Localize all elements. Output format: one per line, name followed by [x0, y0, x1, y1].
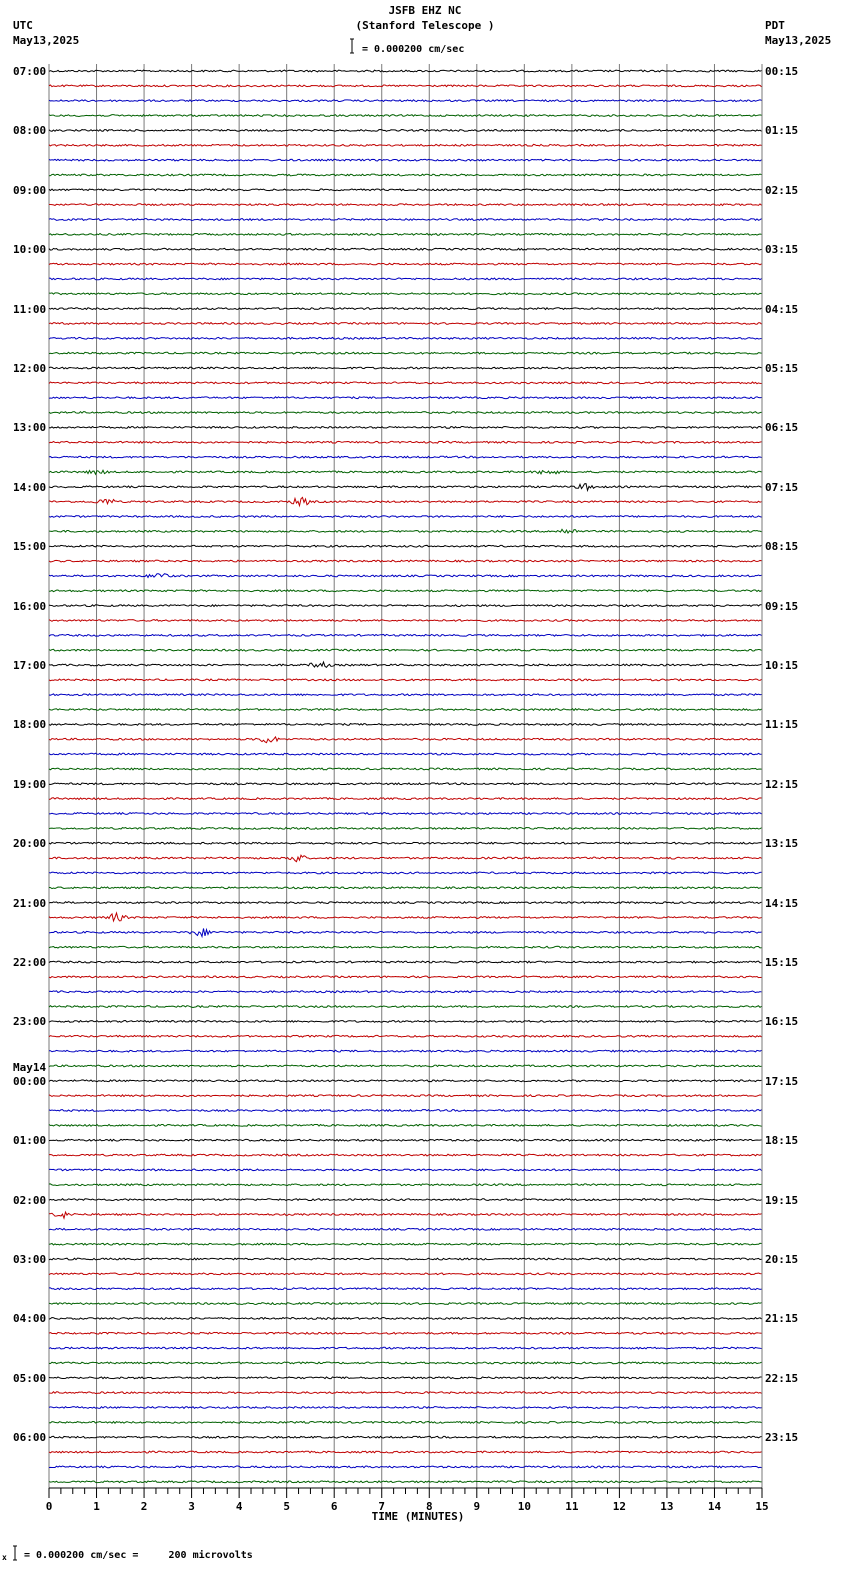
seismic-trace — [49, 679, 762, 681]
utc-hour-label: 06:00 — [13, 1431, 47, 1445]
seismic-trace — [49, 1065, 762, 1067]
seismic-trace — [49, 605, 762, 607]
seismic-trace — [49, 590, 762, 592]
station-title: JSFB EHZ NC — [388, 4, 462, 17]
x-tick-label: 14 — [707, 1500, 722, 1513]
seismic-trace — [49, 1095, 762, 1097]
utc-hour-label: 14:00 — [13, 480, 47, 494]
seismic-trace — [49, 1392, 762, 1394]
seismic-trace — [49, 1021, 762, 1023]
x-tick-label: 7 — [378, 1500, 386, 1513]
seismic-trace — [49, 1199, 762, 1201]
seismic-trace — [49, 961, 762, 963]
seismic-trace — [49, 144, 762, 146]
seismic-trace — [49, 827, 762, 829]
seismic-trace — [49, 427, 762, 429]
utc-hour-label: 05:00 — [13, 1371, 47, 1385]
seismic-trace — [49, 1110, 762, 1112]
utc-hour-label: 09:00 — [13, 183, 47, 197]
x-tick-label: 2 — [140, 1500, 148, 1513]
seismic-trace — [49, 620, 762, 622]
utc-hour-label: 20:00 — [13, 837, 47, 851]
seismic-trace — [49, 783, 762, 785]
seismic-trace — [49, 174, 762, 176]
seismic-trace — [49, 1318, 762, 1320]
seismic-traces — [49, 70, 762, 1483]
utc-hour-label: 00:00 — [13, 1074, 47, 1088]
seismic-trace — [49, 323, 762, 325]
seismic-trace — [49, 412, 762, 414]
seismic-trace — [49, 397, 762, 399]
seismic-trace — [49, 1451, 762, 1453]
utc-hour-label: 03:00 — [13, 1253, 47, 1266]
seismic-trace — [49, 1006, 762, 1008]
seismic-trace — [49, 1273, 762, 1275]
pdt-hour-label: 20:15 — [765, 1253, 799, 1266]
utc-hour-label: 02:00 — [13, 1193, 47, 1207]
seismic-trace — [49, 1080, 762, 1082]
seismic-trace — [49, 1212, 762, 1218]
pdt-hour-label: 08:15 — [765, 540, 799, 554]
utc-hour-label: 15:00 — [13, 540, 47, 554]
seismic-trace — [49, 946, 762, 948]
seismic-trace — [49, 976, 762, 978]
seismic-trace — [49, 1169, 762, 1171]
seismic-trace — [49, 352, 762, 354]
utc-hour-label: 08:00 — [13, 124, 47, 138]
seismic-trace — [49, 367, 762, 369]
seismic-trace — [49, 189, 762, 191]
seismic-trace — [49, 484, 762, 491]
x-tick-label: 12 — [612, 1500, 627, 1513]
left-timezone: UTC — [13, 19, 33, 32]
seismic-trace — [49, 842, 762, 844]
utc-hour-label: 10:00 — [13, 243, 47, 257]
seismic-trace — [49, 872, 762, 874]
seismic-trace — [49, 1436, 762, 1438]
x-tick-label: 11 — [565, 1500, 579, 1513]
seismic-trace — [49, 649, 762, 651]
seismic-trace — [49, 1035, 762, 1037]
pdt-hour-label: 05:15 — [765, 362, 799, 375]
seismic-trace — [49, 233, 762, 235]
pdt-hour-label: 15:15 — [765, 956, 799, 969]
pdt-hour-label: 11:15 — [765, 718, 799, 732]
x-tick-label: 5 — [283, 1500, 290, 1513]
seismic-trace — [49, 694, 762, 696]
pdt-hour-label: 02:15 — [765, 183, 799, 197]
seismic-trace — [49, 798, 762, 800]
seismic-trace — [49, 768, 762, 770]
x-tick-label: 15 — [755, 1500, 769, 1513]
site-subtitle: (Stanford Telescope ) — [355, 19, 495, 32]
seismic-trace — [49, 85, 762, 87]
utc-hour-label: 17:00 — [13, 659, 47, 672]
seismic-trace — [49, 1481, 762, 1483]
x-tick-label: 0 — [45, 1500, 53, 1513]
seismic-trace — [49, 1050, 762, 1052]
seismic-trace — [49, 662, 762, 667]
footer-corner-mark: x — [2, 1553, 7, 1562]
seismic-trace — [49, 709, 762, 711]
x-tick-label: 3 — [188, 1500, 195, 1513]
seismic-trace — [49, 855, 762, 861]
left-date: May13,2025 — [13, 34, 80, 47]
x-tick-label: 10 — [517, 1500, 531, 1513]
pdt-hour-label: 16:15 — [765, 1015, 799, 1029]
pdt-hour-label: 22:15 — [765, 1371, 799, 1385]
seismic-trace — [49, 308, 762, 310]
seismic-trace — [49, 1407, 762, 1409]
seismic-trace — [49, 1421, 762, 1423]
seismic-trace — [49, 1377, 762, 1379]
footer-scale-label: = 0.000200 cm/sec = 200 microvolts — [24, 1550, 253, 1561]
seismic-trace — [49, 516, 762, 518]
seismic-trace — [49, 1303, 762, 1305]
pdt-hour-label: 06:15 — [765, 421, 799, 435]
seismic-trace — [49, 248, 762, 250]
utc-hour-label: 07:00 — [13, 65, 47, 78]
seismic-trace — [49, 753, 762, 755]
utc-hour-label: 18:00 — [13, 718, 47, 732]
pdt-hour-label: 09:15 — [765, 599, 799, 613]
seismic-trace — [49, 560, 762, 562]
seismic-trace — [49, 130, 762, 132]
seismic-trace — [49, 1228, 762, 1230]
seismic-trace — [49, 1258, 762, 1260]
pdt-hour-label: 04:15 — [765, 302, 799, 316]
seismic-trace — [49, 497, 762, 505]
x-tick-label: 4 — [235, 1500, 243, 1513]
seismic-trace — [49, 337, 762, 339]
utc-hour-label: 13:00 — [13, 421, 47, 435]
utc-hour-label: 19:00 — [13, 777, 47, 791]
x-tick-label: 9 — [473, 1500, 481, 1513]
x-tick-label: 6 — [330, 1500, 338, 1513]
seismic-trace — [49, 263, 762, 265]
seismic-trace — [49, 100, 762, 102]
pdt-hour-label: 00:15 — [765, 65, 799, 78]
seismic-trace — [49, 1466, 762, 1468]
pdt-hour-label: 14:15 — [765, 896, 799, 910]
seismic-trace — [49, 219, 762, 221]
seismic-trace — [49, 1139, 762, 1141]
pdt-hour-label: 10:15 — [765, 659, 799, 672]
utc-hour-label: 04:00 — [13, 1312, 47, 1326]
date-change-label: May14 — [13, 1060, 47, 1074]
seismic-trace — [49, 1347, 762, 1349]
seismic-trace — [49, 159, 762, 161]
seismic-trace — [49, 887, 762, 889]
utc-hour-label: 22:00 — [13, 956, 47, 969]
seismic-trace — [49, 1332, 762, 1334]
seismic-trace — [49, 913, 762, 921]
pdt-hour-label: 12:15 — [765, 777, 799, 791]
pdt-hour-label: 01:15 — [765, 124, 799, 138]
pdt-hour-label: 18:15 — [765, 1134, 799, 1148]
right-date: May13,2025 — [765, 34, 832, 47]
seismic-trace — [49, 115, 762, 117]
utc-hour-label: 16:00 — [13, 599, 47, 613]
pdt-hour-label: 17:15 — [765, 1074, 799, 1088]
x-tick-label: 13 — [660, 1500, 674, 1513]
pdt-hour-label: 07:15 — [765, 480, 799, 494]
pdt-hour-label: 21:15 — [765, 1312, 799, 1326]
seismic-trace — [49, 928, 762, 936]
seismic-trace — [49, 456, 762, 458]
seismic-trace — [49, 1124, 762, 1126]
scale-label: = 0.000200 cm/sec — [362, 44, 465, 55]
x-tick-label: 1 — [93, 1500, 100, 1513]
seismic-trace — [49, 737, 762, 743]
seismic-trace — [49, 1288, 762, 1290]
utc-hour-label: 12:00 — [13, 362, 47, 375]
right-timezone: PDT — [765, 19, 785, 32]
seismic-trace — [49, 1362, 762, 1364]
seismic-trace — [49, 1154, 762, 1156]
seismic-trace — [49, 634, 762, 636]
seismic-trace — [49, 813, 762, 815]
seismic-trace — [49, 574, 762, 578]
utc-hour-label: 11:00 — [13, 302, 47, 316]
seismic-trace — [49, 545, 762, 547]
utc-hour-label: 21:00 — [13, 896, 47, 910]
seismic-trace — [49, 382, 762, 384]
seismic-trace — [49, 724, 762, 726]
seismic-trace — [49, 293, 762, 295]
x-axis-label: TIME (MINUTES) — [371, 1510, 465, 1523]
pdt-hour-label: 03:15 — [765, 243, 799, 257]
x-tick-label: 8 — [425, 1500, 433, 1513]
utc-hour-label: 23:00 — [13, 1015, 47, 1029]
seismic-trace — [49, 1184, 762, 1186]
seismic-trace — [49, 902, 762, 904]
seismic-trace — [49, 991, 762, 993]
seismic-trace — [49, 1243, 762, 1245]
seismic-trace — [49, 470, 762, 474]
utc-hour-label: 01:00 — [13, 1134, 47, 1148]
seismic-trace — [49, 441, 762, 443]
seismic-trace — [49, 204, 762, 206]
seismic-trace — [49, 529, 762, 533]
pdt-hour-label: 13:15 — [765, 837, 799, 851]
seismic-trace — [49, 278, 762, 280]
seismic-trace — [49, 70, 762, 72]
pdt-hour-label: 23:15 — [765, 1431, 799, 1445]
pdt-hour-label: 19:15 — [765, 1193, 799, 1207]
